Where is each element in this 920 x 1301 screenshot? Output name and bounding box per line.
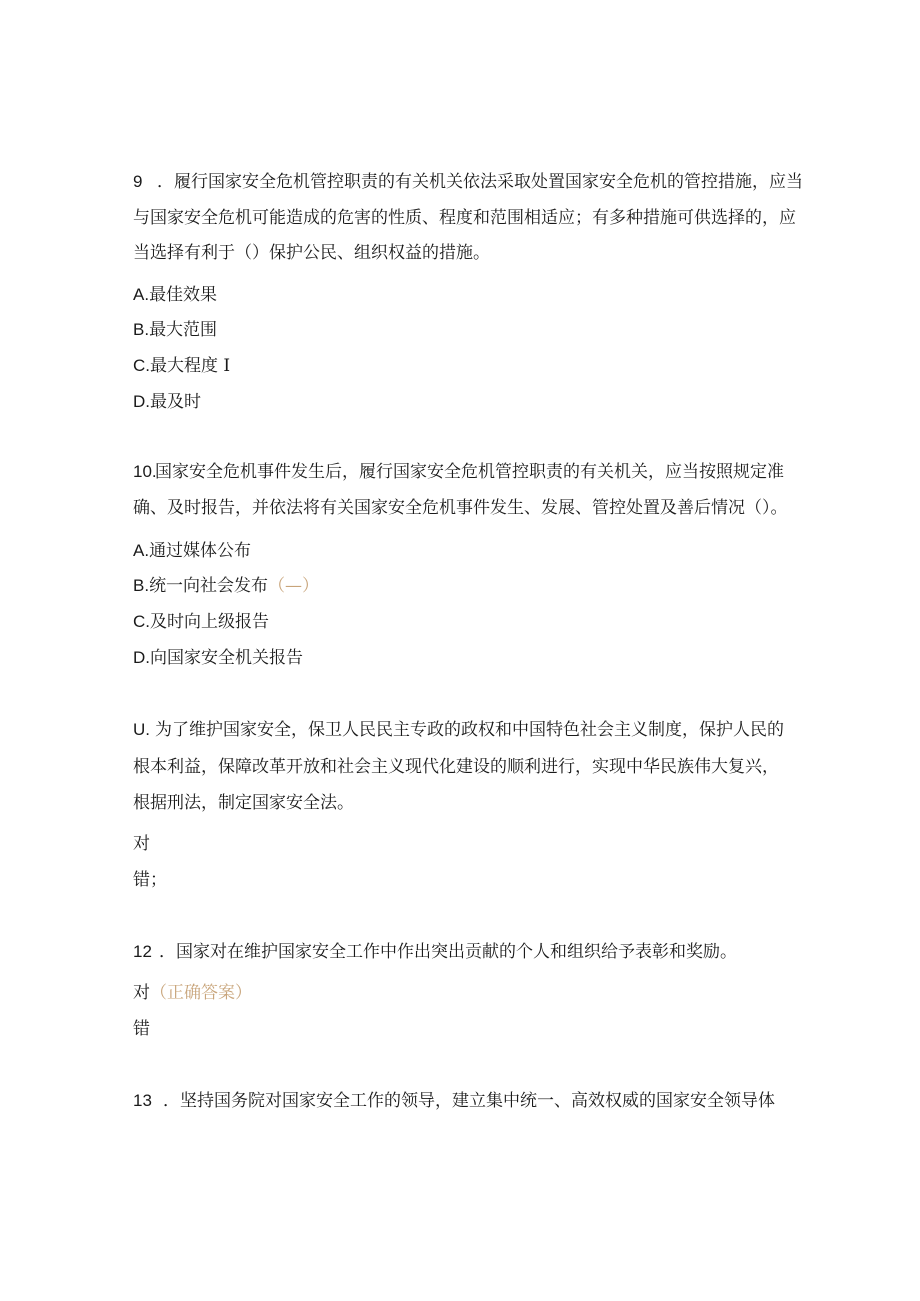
question-number: U.	[133, 720, 150, 739]
option-letter: D.	[133, 392, 150, 411]
option-letter: B.	[133, 320, 150, 339]
option-text: 通过媒体公布	[149, 541, 252, 561]
question-text: ．国家对在维护国家安全工作中作出突出贡献的个人和组织给予表彰和奖励。	[159, 942, 737, 962]
option-text: 最大范围	[149, 320, 218, 340]
option-letter: A.	[133, 285, 150, 304]
question-13-line-1	[133, 1091, 775, 1111]
answer-mark: （—）	[268, 576, 320, 596]
option-c	[133, 612, 269, 632]
question-number: 13	[133, 1091, 152, 1110]
question-text: 根据刑法，制定国家安全法。	[133, 793, 354, 813]
option-d	[133, 648, 303, 668]
option-text: 对	[133, 983, 150, 1003]
answer-mark: （正确答案）	[150, 983, 252, 1003]
option-text: 及时向上级报告	[150, 612, 269, 632]
option-text: 错；	[133, 870, 167, 890]
option-text: 向国家安全机关报告	[150, 648, 303, 668]
question-11-line-3	[133, 793, 354, 813]
option-letter: D.	[133, 648, 150, 667]
question-text: 与国家安全危机可能造成的危害的性质、程度和范围相适应；有多种措施可供选择的，应	[133, 208, 796, 228]
option-letter: A.	[133, 541, 150, 560]
question-text: 国家安全危机事件发生后，履行国家安全危机管控职责的有关机关，应当按照规定准	[155, 462, 784, 482]
question-11-line-2	[133, 757, 779, 777]
option-true	[133, 834, 150, 854]
option-text: 最佳效果	[149, 285, 218, 305]
question-9-line-1	[133, 172, 803, 192]
option-false	[133, 1019, 150, 1039]
question-11-line-1	[133, 720, 784, 740]
question-number: 10.	[133, 462, 157, 481]
question-9-line-3	[133, 243, 490, 263]
question-number: 9	[133, 172, 143, 191]
option-a	[133, 285, 217, 305]
option-letter: C.	[133, 356, 150, 375]
option-b	[133, 320, 217, 340]
question-10-line-1	[133, 462, 784, 482]
option-c	[133, 356, 230, 376]
option-letter: B.	[133, 576, 150, 595]
option-false	[133, 870, 167, 890]
option-d	[133, 392, 201, 412]
option-text: 错	[133, 1019, 150, 1039]
question-text: 根本利益，保障改革开放和社会主义现代化建设的顺利进行，实现中华民族伟大复兴，	[133, 757, 779, 777]
option-letter: C.	[133, 612, 150, 631]
question-text: 为了维护国家安全，保卫人民民主专政的政权和中国特色社会主义制度，保护人民的	[155, 720, 784, 740]
question-12-line-1	[133, 942, 737, 962]
question-9-line-2	[133, 208, 796, 228]
option-b	[133, 576, 319, 596]
option-text: 统一向社会发布	[149, 576, 269, 596]
option-text: 对	[133, 834, 150, 854]
option-a	[133, 541, 251, 561]
question-text: ．履行国家安全危机管控职责的有关机关依法采取处置国家安全危机的管控措施，应当	[157, 172, 803, 192]
option-text: 最及时	[150, 392, 201, 412]
option-text: 最大程度 I	[150, 356, 231, 376]
option-true	[133, 983, 252, 1003]
question-text: 确、及时报告，并依法将有关国家安全危机事件发生、发展、管控处置及善后情况（）。	[133, 498, 788, 518]
question-10-line-2	[133, 498, 788, 518]
question-text: 当选择有利于（）保护公民、组织权益的措施。	[133, 243, 490, 263]
question-number: 12	[133, 942, 152, 961]
question-text: ．坚持国务院对国家安全工作的领导，建立集中统一、高效权威的国家安全领导体	[163, 1091, 775, 1111]
